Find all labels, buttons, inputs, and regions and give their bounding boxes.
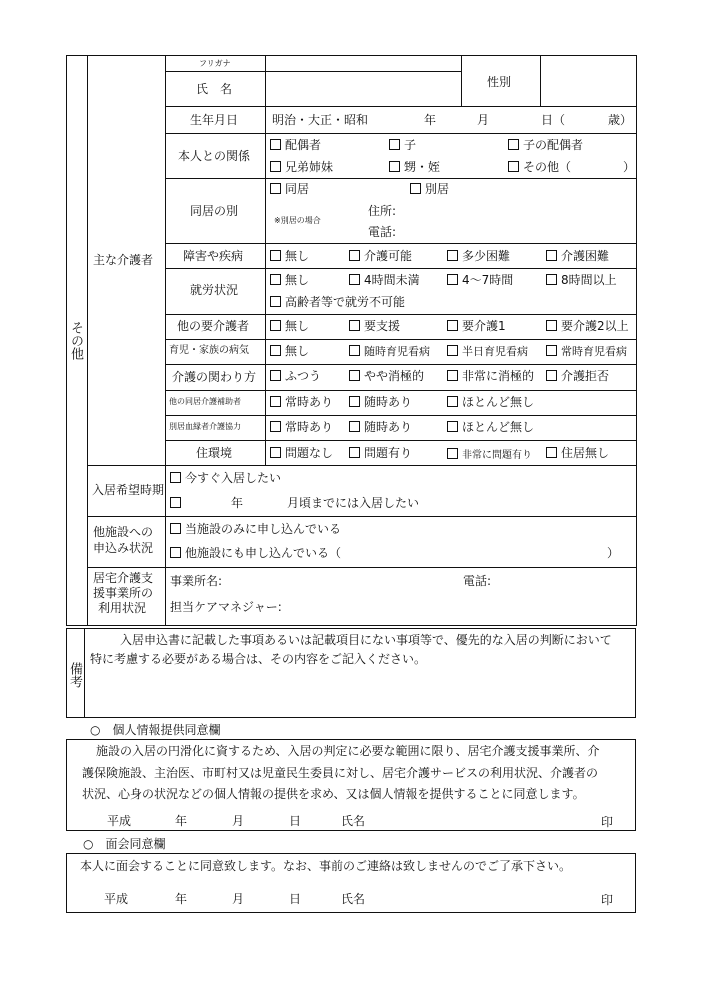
checkbox-icon: [389, 161, 400, 172]
other-care-level1-checkbox[interactable]: 要介護1: [447, 320, 506, 332]
visit-era: 平成: [104, 892, 129, 906]
move-in-later-label: 月頃までには入居したい: [287, 496, 420, 510]
checkbox-icon: [546, 447, 557, 458]
checkbox-icon: [170, 497, 181, 508]
helper-cohab-label: 他の同居介護補助者: [169, 397, 241, 406]
helper-separate-sometimes-checkbox[interactable]: 随時あり: [349, 421, 412, 433]
privacy-line-2: 護保険施設、主治医、市町村又は児童民生委員に対し、居宅介護サービスの利用状況、介護者の: [82, 766, 599, 780]
checkbox-icon: [349, 447, 360, 458]
checkbox-icon: [546, 320, 557, 331]
work-over8-checkbox[interactable]: 8時間以上: [546, 274, 617, 286]
helper-separate-rarely-checkbox[interactable]: ほとんど無し: [447, 421, 534, 433]
birthdate-label: 生年月日: [190, 113, 239, 127]
other-care-none-checkbox[interactable]: 無し: [270, 320, 309, 332]
checkbox-icon: [349, 274, 360, 285]
birthdate-age: 歳）: [608, 113, 633, 127]
checkbox-icon: [170, 472, 181, 483]
checkbox-icon: [349, 421, 360, 432]
checkbox-icon: [447, 448, 458, 459]
visit-name-label: 氏名: [341, 892, 366, 906]
relation-spouse-checkbox[interactable]: 配偶者: [270, 139, 321, 151]
checkbox-icon: [270, 345, 281, 356]
checkbox-icon: [170, 523, 181, 534]
relation-sibling-checkbox[interactable]: 兄弟姉妹: [270, 161, 333, 173]
birthdate-month: 月: [477, 113, 490, 127]
visit-line-1: 本人に面会することに同意致します。なお、事前のご連絡は致しませんのでご了承下さい。: [80, 859, 572, 873]
checkbox-icon: [270, 447, 281, 458]
checkbox-icon: [447, 274, 458, 285]
housing-none-checkbox[interactable]: 住居無し: [546, 447, 609, 459]
disability-label: 障害や疾病: [183, 249, 244, 263]
care-office-manager-label: 担当ケアマネジャー:: [170, 600, 282, 614]
birthdate-year: 年: [424, 113, 437, 127]
cohabit-together-checkbox[interactable]: 同居: [270, 183, 309, 195]
checkbox-icon: [389, 139, 400, 150]
row-sep: [165, 133, 636, 134]
visit-seal: 印: [601, 893, 614, 907]
checkbox-icon: [170, 547, 181, 558]
checkbox-icon: [349, 250, 360, 261]
housing-problem-checkbox[interactable]: 問題有り: [349, 447, 412, 459]
remarks-text-1: 入居申込書に記載した事項あるいは記載項目にない事項等で、優先的な入居の判断において: [120, 633, 612, 647]
row-sep: [87, 465, 636, 466]
checkbox-icon: [447, 421, 458, 432]
checkbox-icon: [270, 421, 281, 432]
care-office-label-1: 居宅介護支: [93, 571, 154, 585]
cohabit-separate-checkbox[interactable]: 別居: [410, 183, 449, 195]
checkbox-icon: [270, 183, 281, 194]
housing-severe-checkbox[interactable]: 非常に問題有り: [447, 448, 532, 461]
disability-possible-checkbox[interactable]: 介護可能: [349, 250, 412, 262]
care-office-name-label: 事業所名:: [170, 574, 223, 588]
remarks-text-2: 特に考慮する必要がある場合は、その内容をご記入ください。: [90, 652, 427, 666]
sex-input[interactable]: [542, 57, 634, 104]
row-sep: [165, 178, 636, 179]
checkbox-icon: [270, 370, 281, 381]
work-4to7-checkbox[interactable]: 4～7時間: [447, 274, 513, 286]
cohabit-note: ※別居の場合: [274, 216, 321, 225]
privacy-line-1: 施設の入居の円滑化に資するため、入居の判定に必要な範囲に限り、居宅介護支援事業所、介: [96, 744, 600, 758]
other-facility-label-1: 他施設への: [93, 525, 154, 539]
care-office-label-2: 援事業所の: [93, 586, 154, 600]
privacy-year: 年: [175, 814, 188, 828]
name-input[interactable]: [267, 73, 459, 104]
privacy-era: 平成: [107, 814, 132, 828]
col-divider-2: [165, 55, 166, 465]
checkbox-icon: [447, 345, 458, 356]
frame-right: [636, 55, 637, 625]
move-in-now-checkbox[interactable]: 今すぐ入居したい: [170, 472, 281, 484]
checkbox-icon: [270, 139, 281, 150]
row-sep: [165, 243, 636, 244]
privacy-month: 月: [232, 814, 245, 828]
checkbox-icon: [546, 370, 557, 381]
housing-ok-checkbox[interactable]: 問題なし: [270, 447, 333, 459]
checkbox-icon: [349, 345, 360, 356]
checkbox-icon: [349, 370, 360, 381]
sex-label: 性別: [487, 75, 512, 89]
relation-other-close: ）: [623, 160, 636, 174]
work-unable-checkbox[interactable]: 高齢者等で就労不可能: [270, 296, 405, 308]
visit-title: ○ 面会同意欄: [83, 837, 166, 851]
privacy-day: 日: [289, 814, 302, 828]
frame-top: [66, 55, 637, 56]
involvement-label: 介護の関わり方: [172, 370, 257, 384]
sex-col-right: [540, 55, 541, 106]
checkbox-icon: [447, 250, 458, 261]
helper-cohab-always-checkbox[interactable]: 常時あり: [270, 396, 333, 408]
row-sep: [165, 390, 636, 391]
childcare-constant-checkbox[interactable]: 常時育児看病: [546, 345, 627, 357]
other-care-support-checkbox[interactable]: 要支援: [349, 320, 400, 332]
checkbox-icon: [349, 396, 360, 407]
row-sep: [165, 339, 636, 340]
col-divider-1: [87, 55, 88, 625]
childcare-halfday-checkbox[interactable]: 半日育児看病: [447, 345, 528, 357]
row-sep: [87, 516, 636, 517]
move-in-later-checkbox[interactable]: [170, 497, 185, 509]
involvement-refuse-checkbox[interactable]: 介護拒否: [546, 370, 609, 382]
helper-separate-always-checkbox[interactable]: 常時あり: [270, 421, 333, 433]
other-facility-only-checkbox[interactable]: 当施設のみに申し込んでいる: [170, 523, 341, 535]
visit-day: 日: [289, 892, 302, 906]
care-office-label-3: 利用状況: [98, 601, 147, 615]
checkbox-icon: [270, 320, 281, 331]
other-care-label: 他の要介護者: [177, 319, 250, 333]
checkbox-icon: [270, 396, 281, 407]
checkbox-icon: [546, 274, 557, 285]
birthdate-day: 日（: [541, 113, 566, 127]
relation-label: 本人との関係: [178, 149, 251, 163]
checkbox-icon: [270, 250, 281, 261]
cohabit-address-label: 住所:: [368, 204, 397, 218]
col-divider-3: [265, 55, 266, 465]
other-facility-also-checkbox[interactable]: 他施設にも申し込んでいる（: [170, 547, 341, 559]
checkbox-icon: [508, 139, 519, 150]
disability-difficult-checkbox[interactable]: 介護困難: [546, 250, 609, 262]
housing-label: 住環境: [196, 446, 233, 460]
row-sep: [165, 440, 636, 441]
move-in-label: 入居希望時期: [92, 483, 165, 497]
remarks-label: 備考: [67, 662, 82, 688]
childcare-occasional-checkbox[interactable]: 随時育児看病: [349, 345, 430, 357]
cohabit-label: 同居の別: [190, 204, 239, 218]
privacy-title: ○ 個人情報提供同意欄: [90, 723, 221, 737]
relation-child-spouse-checkbox[interactable]: 子の配偶者: [508, 139, 583, 151]
row-sep: [165, 415, 636, 416]
row-sep: [165, 314, 636, 315]
disability-none-checkbox[interactable]: 無し: [270, 250, 309, 262]
other-facility-label-2: 申込み状況: [93, 541, 154, 555]
row-sep: [87, 567, 636, 568]
involvement-verypassive-checkbox[interactable]: 非常に消極的: [447, 370, 534, 382]
disability-some-checkbox[interactable]: 多少困難: [447, 250, 510, 262]
checkbox-icon: [508, 161, 519, 172]
work-none-checkbox[interactable]: 無し: [270, 274, 309, 286]
birthdate-eras: 明治・大正・昭和: [272, 113, 369, 127]
visit-month: 月: [232, 892, 245, 906]
col-divider-4: [165, 465, 166, 625]
work-label: 就労状況: [190, 283, 239, 297]
relation-nephew-checkbox[interactable]: 甥・姪: [389, 161, 440, 173]
checkbox-icon: [410, 183, 421, 194]
checkbox-icon: [270, 296, 281, 307]
helper-separate-label: 別居血縁者介護協力: [169, 422, 241, 431]
helper-cohab-sometimes-checkbox[interactable]: 随時あり: [349, 396, 412, 408]
checkbox-icon: [447, 320, 458, 331]
visit-year: 年: [175, 892, 188, 906]
involvement-normal-checkbox[interactable]: ふつう: [270, 370, 321, 382]
care-office-phone-label: 電話:: [463, 574, 492, 588]
section-sonota-label: その他: [68, 320, 83, 360]
helper-cohab-rarely-checkbox[interactable]: ほとんど無し: [447, 396, 534, 408]
relation-other-checkbox[interactable]: その他（: [508, 161, 571, 173]
main-caregiver-label: 主な介護者: [93, 253, 154, 267]
other-care-level2-checkbox[interactable]: 要介護2以上: [546, 320, 629, 332]
checkbox-icon: [447, 370, 458, 381]
furigana-label: フリガナ: [199, 59, 231, 68]
childcare-none-checkbox[interactable]: 無し: [270, 345, 309, 357]
furigana-divider: [165, 71, 461, 72]
checkbox-icon: [270, 274, 281, 285]
cohabit-phone-label: 電話:: [368, 225, 397, 239]
privacy-name-label: 氏名: [341, 814, 366, 828]
name-label: 氏 名: [196, 82, 233, 96]
privacy-line-3: 状況、心身の状況などの個人情報の提供を求め、又は個人情報を提供することに同意します。: [82, 787, 585, 801]
sex-col-left: [461, 55, 462, 106]
privacy-seal: 印: [601, 815, 614, 829]
work-under4-checkbox[interactable]: 4時間未満: [349, 274, 420, 286]
move-in-year-label: 年: [231, 496, 244, 510]
checkbox-icon: [546, 345, 557, 356]
other-facility-close: ）: [607, 546, 620, 560]
remarks-divider: [84, 628, 85, 718]
checkbox-icon: [447, 396, 458, 407]
frame-bottom: [66, 625, 637, 626]
involvement-passive-checkbox[interactable]: やや消極的: [349, 370, 424, 382]
checkbox-icon: [546, 250, 557, 261]
row-sep: [165, 106, 636, 107]
childcare-label: 育児・家族の病気: [169, 345, 249, 356]
checkbox-icon: [270, 161, 281, 172]
checkbox-icon: [349, 320, 360, 331]
row-sep: [165, 364, 636, 365]
row-sep: [165, 268, 636, 269]
relation-child-checkbox[interactable]: 子: [389, 139, 416, 151]
